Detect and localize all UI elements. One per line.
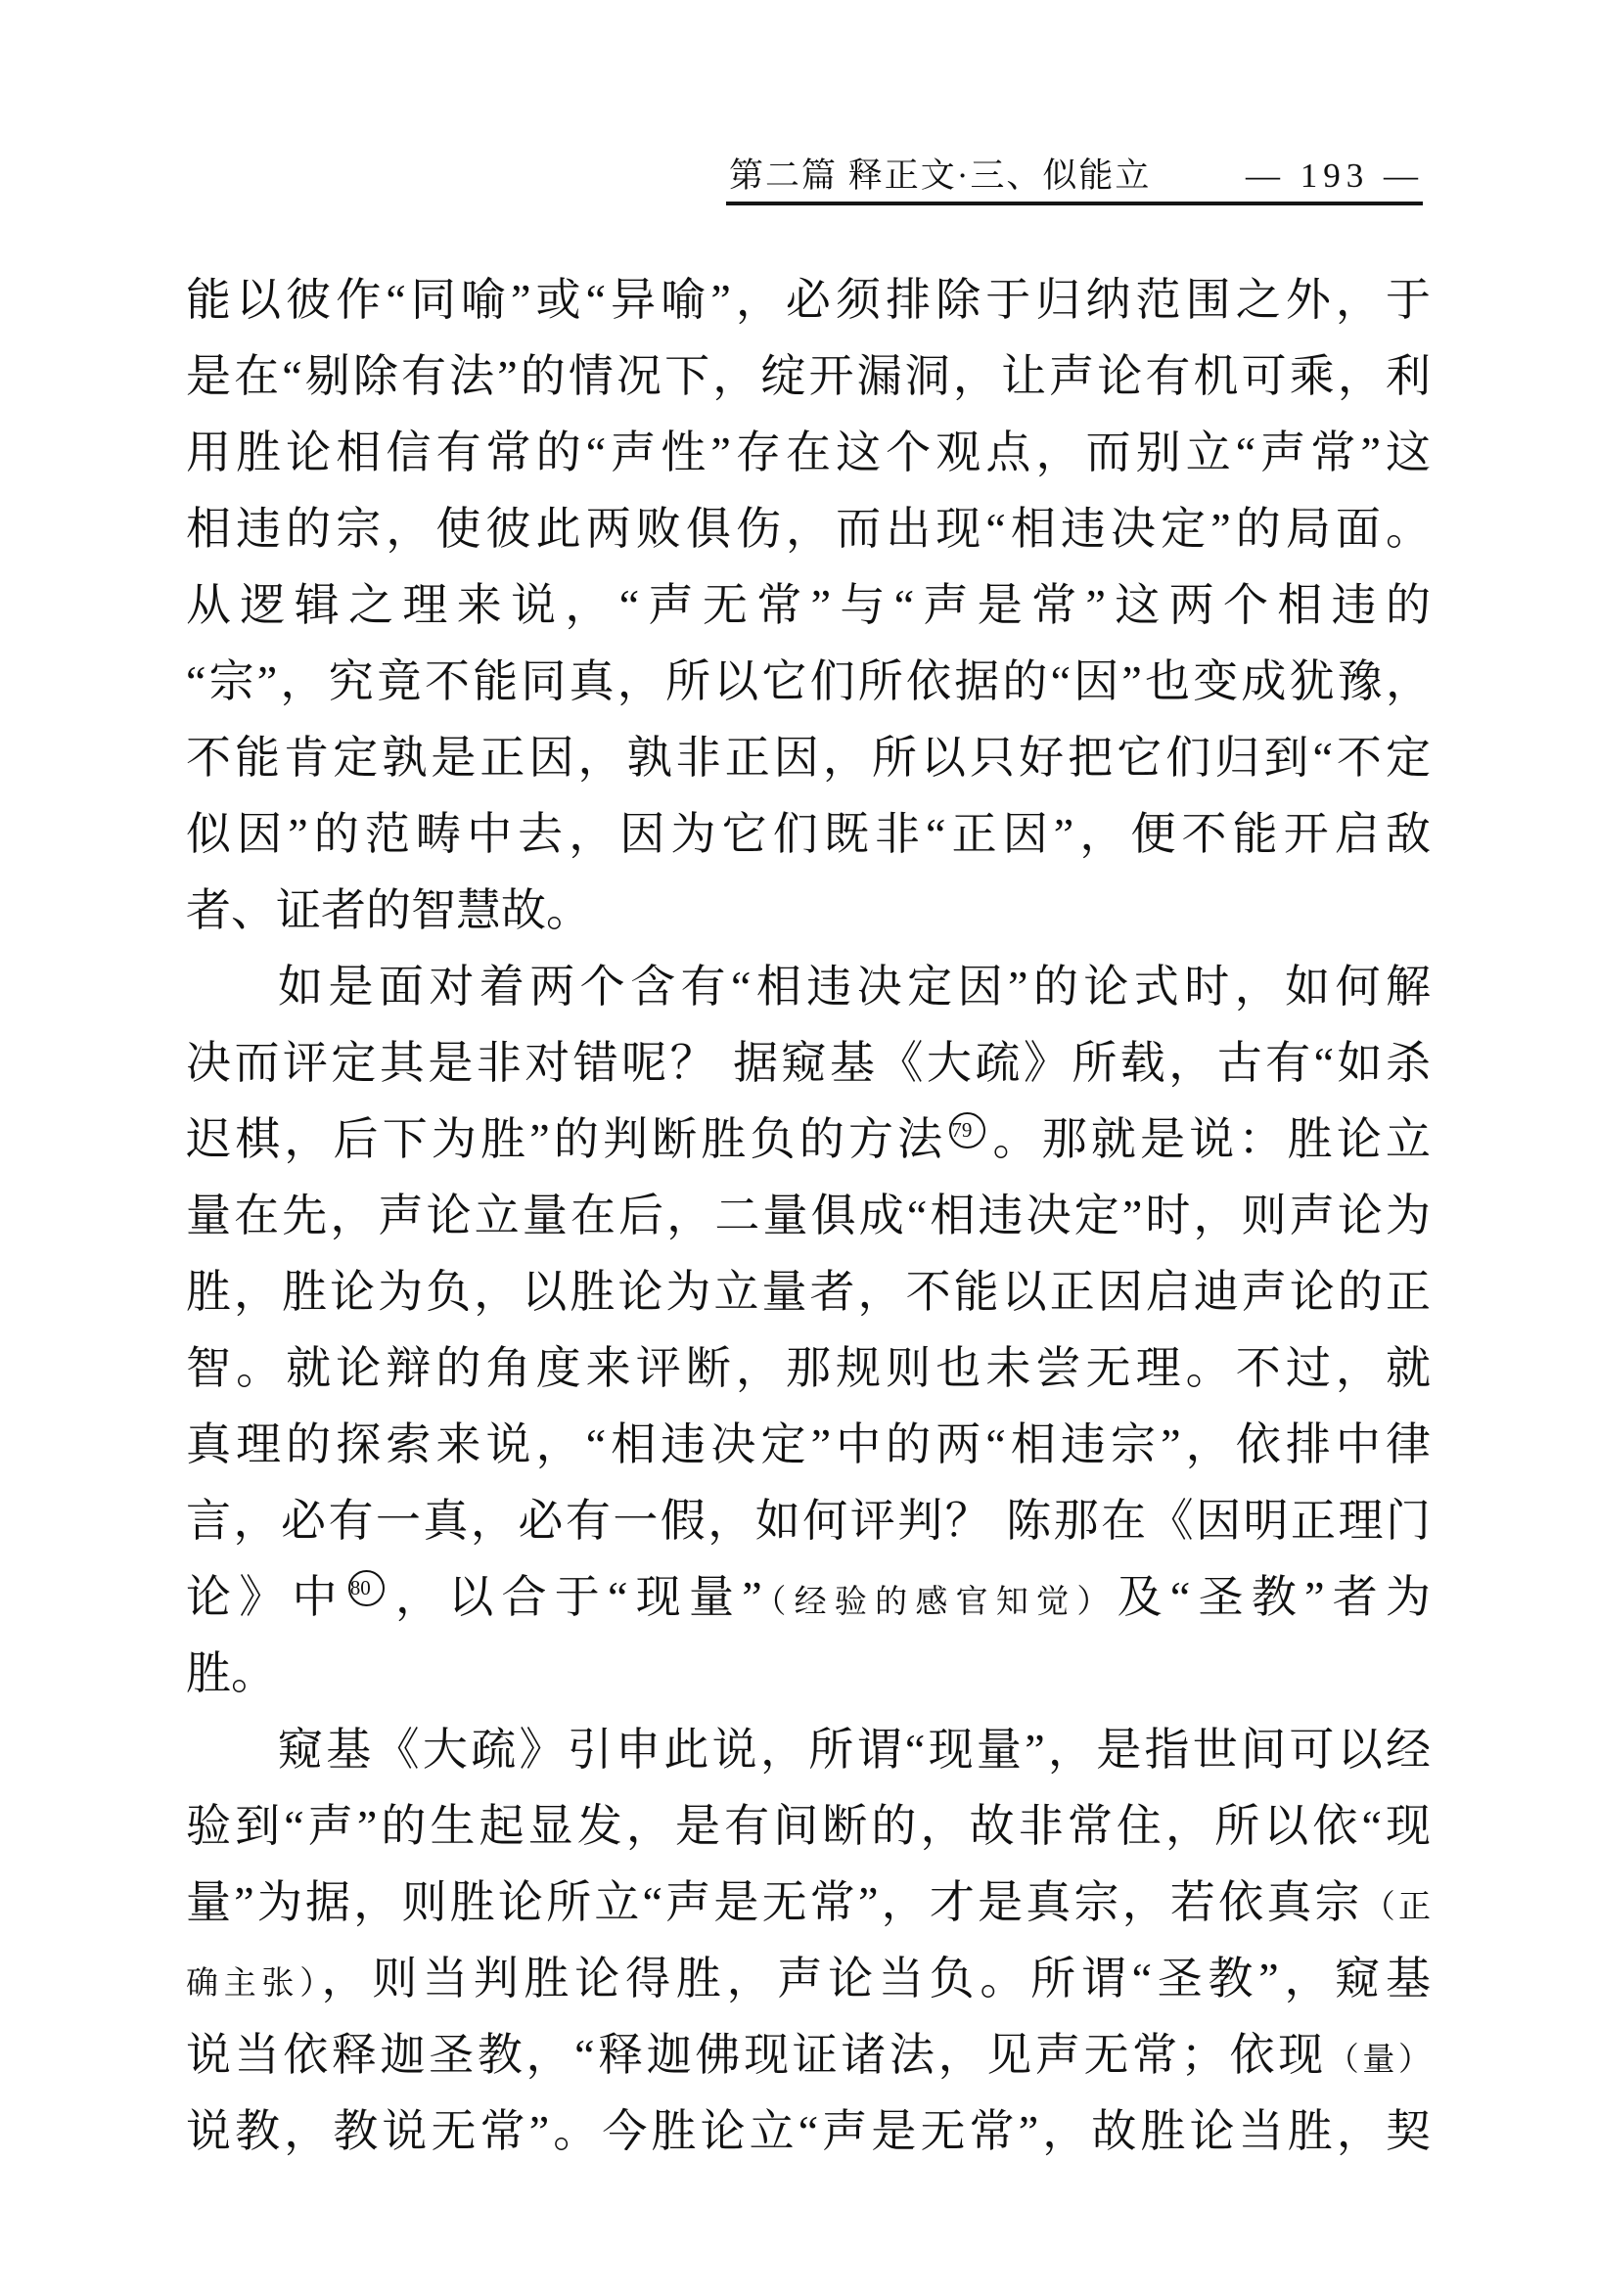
body-text bbox=[186, 262, 1431, 2170]
text-segment: 量在先，声论立量在后，二量俱成“相违决定”时，则声论为 bbox=[186, 1191, 1431, 1240]
text-line bbox=[186, 2093, 1431, 2170]
text-segment-small: （正 bbox=[1362, 1890, 1431, 1925]
text-line bbox=[186, 2017, 1431, 2093]
text-line bbox=[186, 1330, 1431, 1407]
text-segment: 是在“剔除有法”的情况下，绽开漏洞，让声论有机可乘，利 bbox=[186, 351, 1431, 401]
text-line bbox=[186, 415, 1431, 491]
text-segment: 如是面对着两个含有“相违决定因”的论式时，如何解 bbox=[278, 962, 1431, 1012]
text-segment-small: （量） bbox=[1326, 2043, 1431, 2078]
text-segment-small: （经验的感官知觉） bbox=[761, 1585, 1118, 1620]
text-segment: 迟棋，后下为胜”的判断胜负的方法 bbox=[186, 1114, 947, 1164]
text-segment: 说教，教说无常”。今胜论立“声是无常”，故胜论当胜，契 bbox=[186, 2106, 1431, 2156]
text-line bbox=[186, 1865, 1431, 1941]
text-segment: 胜，胜论为负，以胜论为立量者，不能以正因启迪声论的正 bbox=[186, 1267, 1431, 1317]
text-segment: 验到“声”的生起显发，是有间断的，故非常住，所以依“现 bbox=[186, 1801, 1431, 1851]
text-segment: “宗”，究竟不能同真，所以它们所依据的“因”也变成犹豫， bbox=[186, 656, 1431, 706]
text-segment: 用胜论相信有常的“声性”存在这个观点，而别立“声常”这 bbox=[186, 428, 1431, 477]
text-segment-small: 确主张） bbox=[186, 1966, 322, 2002]
text-segment: 窥基《大疏》引申此说，所谓“现量”，是指世间可以经 bbox=[278, 1725, 1431, 1775]
text-line bbox=[186, 796, 1431, 873]
text-segment: ，以合于“现量” bbox=[387, 1572, 762, 1622]
text-segment: 不能肯定孰是正因，孰非正因，所以只好把它们归到“不定 bbox=[186, 733, 1431, 783]
text-segment: 似因”的范畴中去，因为它们既非“正因”，便不能开启敌 bbox=[186, 809, 1431, 859]
text-line bbox=[186, 491, 1431, 567]
text-segment: 能以彼作“同喻”或“异喻”，必须排除于归纳范围之外，于 bbox=[186, 275, 1431, 325]
text-line bbox=[186, 1636, 1431, 1712]
running-header bbox=[729, 149, 1424, 198]
text-line bbox=[186, 1407, 1431, 1483]
text-segment: 者、证者的智慧故。 bbox=[186, 885, 591, 935]
text-line bbox=[186, 1941, 1431, 2017]
text-line bbox=[186, 338, 1431, 415]
header-rule bbox=[726, 202, 1423, 205]
text-segment: 言，必有一真，必有一假，如何评判？ 陈那在《因明正理门 bbox=[186, 1496, 1431, 1546]
text-segment: ，则当判胜论得胜，声论当负。所谓“圣教”，窥基 bbox=[321, 1954, 1431, 2003]
text-line bbox=[186, 1178, 1431, 1254]
text-line bbox=[186, 949, 1431, 1025]
text-segment: 量”为据，则胜论所立“声是无常”，才是真宗，若依真宗 bbox=[186, 1877, 1363, 1927]
text-segment: 。那就是说：胜论立 bbox=[988, 1114, 1431, 1164]
text-line bbox=[186, 720, 1431, 796]
text-line bbox=[186, 1483, 1431, 1559]
footnote-ref: 80 bbox=[348, 1570, 385, 1606]
text-segment: 真理的探索来说，“相违决定”中的两“相违宗”，依排中律 bbox=[186, 1419, 1431, 1469]
text-segment: 及“圣教”者为 bbox=[1117, 1572, 1431, 1622]
footnote-ref: 79 bbox=[949, 1112, 985, 1148]
text-segment: 从逻辑之理来说，“声无常”与“声是常”这两个相违的 bbox=[186, 580, 1431, 630]
text-line bbox=[186, 262, 1431, 338]
text-segment: 胜。 bbox=[186, 1648, 276, 1698]
text-line bbox=[186, 1254, 1431, 1330]
text-segment: 决而评定其是非对错呢？ 据窥基《大疏》所载，古有“如杀 bbox=[186, 1038, 1431, 1088]
text-segment: 智。就论辩的角度来评断，那规则也未尝无理。不过，就 bbox=[186, 1343, 1431, 1393]
header-page-number: — 193 — bbox=[1246, 157, 1424, 195]
text-line bbox=[186, 644, 1431, 720]
text-segment: 说当依释迦圣教，“释迦佛现证诸法，见声无常；依现 bbox=[186, 2030, 1327, 2080]
header-section-title: 第二篇 释正文·三、似能立 bbox=[729, 157, 1152, 195]
text-line bbox=[186, 1712, 1431, 1788]
text-line bbox=[186, 873, 1431, 949]
text-line bbox=[186, 567, 1431, 644]
text-line bbox=[186, 1559, 1431, 1636]
text-line bbox=[186, 1102, 1431, 1178]
text-line bbox=[186, 1788, 1431, 1865]
text-segment: 相违的宗，使彼此两败俱伤，而出现“相违决定”的局面。 bbox=[186, 504, 1431, 554]
text-line bbox=[186, 1025, 1431, 1102]
text-segment: 论》中 bbox=[186, 1572, 345, 1622]
